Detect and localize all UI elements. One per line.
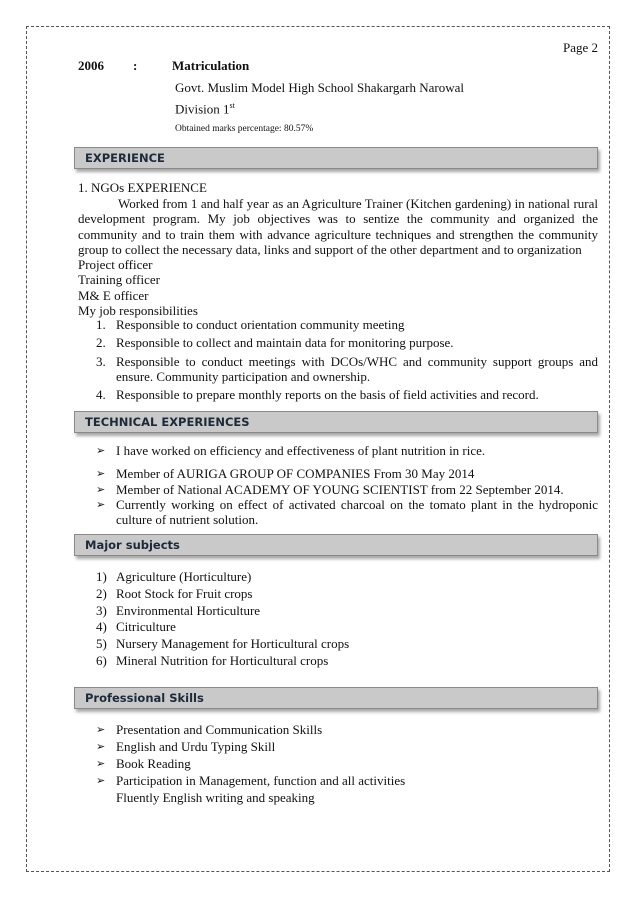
role-item: M& E officer: [78, 287, 149, 303]
experience-heading: 1. NGOs EXPERIENCE: [78, 180, 207, 195]
arrow-bullet-icon: ➢: [96, 497, 106, 511]
technical-item: [96, 482, 598, 497]
major-item: [96, 619, 598, 636]
responsibility-item: [96, 317, 598, 332]
technical-text: Member of National ACADEMY OF YOUNG SCIENTIST from 22 September 2014.: [116, 481, 564, 497]
section-technical: [74, 411, 598, 433]
technical-item: [96, 443, 598, 458]
major-text: Nursery Management for Horticultural crops: [116, 636, 350, 652]
arrow-bullet-icon: ➢: [96, 740, 106, 753]
responsibility-number: 1.: [96, 317, 106, 332]
responsibility-item: [96, 387, 598, 402]
arrow-bullet-icon: ➢: [96, 757, 106, 770]
role-item: Training officer: [78, 272, 160, 288]
skill-item: [96, 721, 598, 738]
skill-text: Presentation and Communication Skills: [116, 722, 323, 737]
major-number: 1): [96, 569, 107, 584]
section-professional-title: Professional Skills: [85, 691, 204, 705]
arrow-bullet-icon: ➢: [96, 467, 106, 481]
major-number: 2): [96, 585, 107, 601]
responsibility-item: [96, 335, 598, 350]
technical-text: Member of AURIGA GROUP OF COMPANIES From 30 May 2014: [116, 466, 475, 482]
responsibility-number: 2.: [96, 335, 106, 351]
section-major-title: Major subjects: [85, 538, 180, 552]
major-number: 6): [96, 652, 107, 668]
responsibility-item: [96, 354, 598, 385]
education-marks: Obtained marks percentage: 80.57%: [175, 124, 314, 134]
section-experience: [74, 147, 598, 169]
technical-item: [96, 497, 598, 528]
major-item: [96, 636, 598, 653]
major-text: Root Stock for Fruit crops: [116, 585, 253, 601]
major-list: [96, 569, 598, 670]
arrow-bullet-icon: ➢: [96, 444, 106, 457]
role-item: Project officer: [78, 257, 153, 272]
major-item: [96, 653, 598, 670]
experience-paragraph: Worked from 1 and half year as an Agriculture Trainer (Kitchen gardening) in national rural development program. My job objectives was to sentize the community and organized the community and to train them with advance agriculture techniques and strengthen the community group to collect the necessary data, links and support of the other department and to organization: [78, 196, 598, 257]
major-item: [96, 603, 598, 620]
responsibility-text: Responsible to conduct meetings with DCOs/WHC and community support groups and ensure. Community participation and ownership.: [116, 353, 598, 384]
major-item: [96, 586, 598, 603]
skill-item: [96, 772, 598, 789]
arrow-bullet-icon: ➢: [96, 482, 106, 496]
skills-list: [96, 721, 598, 806]
responsibility-number: 3.: [96, 353, 106, 369]
page-number: Page 2: [562, 40, 598, 55]
major-text: Mineral Nutrition for Horticultural crops: [116, 652, 329, 668]
section-professional: [74, 687, 598, 709]
experience-roles: [78, 257, 598, 318]
skill-extra: [96, 789, 598, 806]
arrow-bullet-icon: ➢: [96, 774, 106, 787]
responsibility-text: Responsible to prepare monthly reports on the basis of field activities and record.: [116, 387, 539, 403]
role-item: My job responsibilities: [78, 302, 198, 318]
skill-text: Participation in Management, function and all activities: [116, 773, 406, 788]
division-text: Division 1: [175, 101, 230, 117]
major-text: Citriculture: [116, 619, 176, 635]
education-colon: :: [133, 58, 138, 73]
skill-text: English and Urdu Typing Skill: [116, 739, 276, 754]
technical-list: [96, 443, 598, 527]
section-experience-title: EXPERIENCE: [85, 151, 165, 165]
responsibility-text: Responsible to collect and maintain data for monitoring purpose.: [116, 335, 454, 351]
major-item: [96, 569, 598, 586]
technical-text: I have worked on efficiency and effectiveness of plant nutrition in rice.: [116, 443, 486, 458]
section-major: [74, 534, 598, 556]
education-division: [175, 101, 235, 117]
major-number: 3): [96, 602, 107, 618]
major-text: Agriculture (Horticulture): [116, 569, 252, 584]
education-school: Govt. Muslim Model High School Shakargarh Narowal: [175, 80, 464, 95]
technical-item: [96, 466, 598, 481]
arrow-bullet-icon: ➢: [96, 723, 106, 736]
education-year: 2006: [78, 58, 104, 73]
major-text: Environmental Horticulture: [116, 602, 261, 618]
major-number: 5): [96, 636, 107, 652]
responsibility-number: 4.: [96, 387, 106, 403]
education-title: Matriculation: [172, 58, 250, 73]
skill-item: [96, 738, 598, 755]
responsibility-text: Responsible to conduct orientation community meeting: [116, 317, 405, 332]
skill-text: Book Reading: [116, 756, 191, 771]
division-sup: st: [229, 101, 235, 110]
major-number: 4): [96, 619, 107, 635]
section-technical-title: TECHNICAL EXPERIENCES: [85, 415, 250, 429]
technical-text: Currently working on effect of activated charcoal on the tomato plant in the hydroponic culture of nutrient solution.: [116, 496, 598, 528]
skill-item: [96, 755, 598, 772]
skill-extra-text: Fluently English writing and speaking: [116, 790, 315, 805]
responsibility-list: [96, 317, 598, 405]
